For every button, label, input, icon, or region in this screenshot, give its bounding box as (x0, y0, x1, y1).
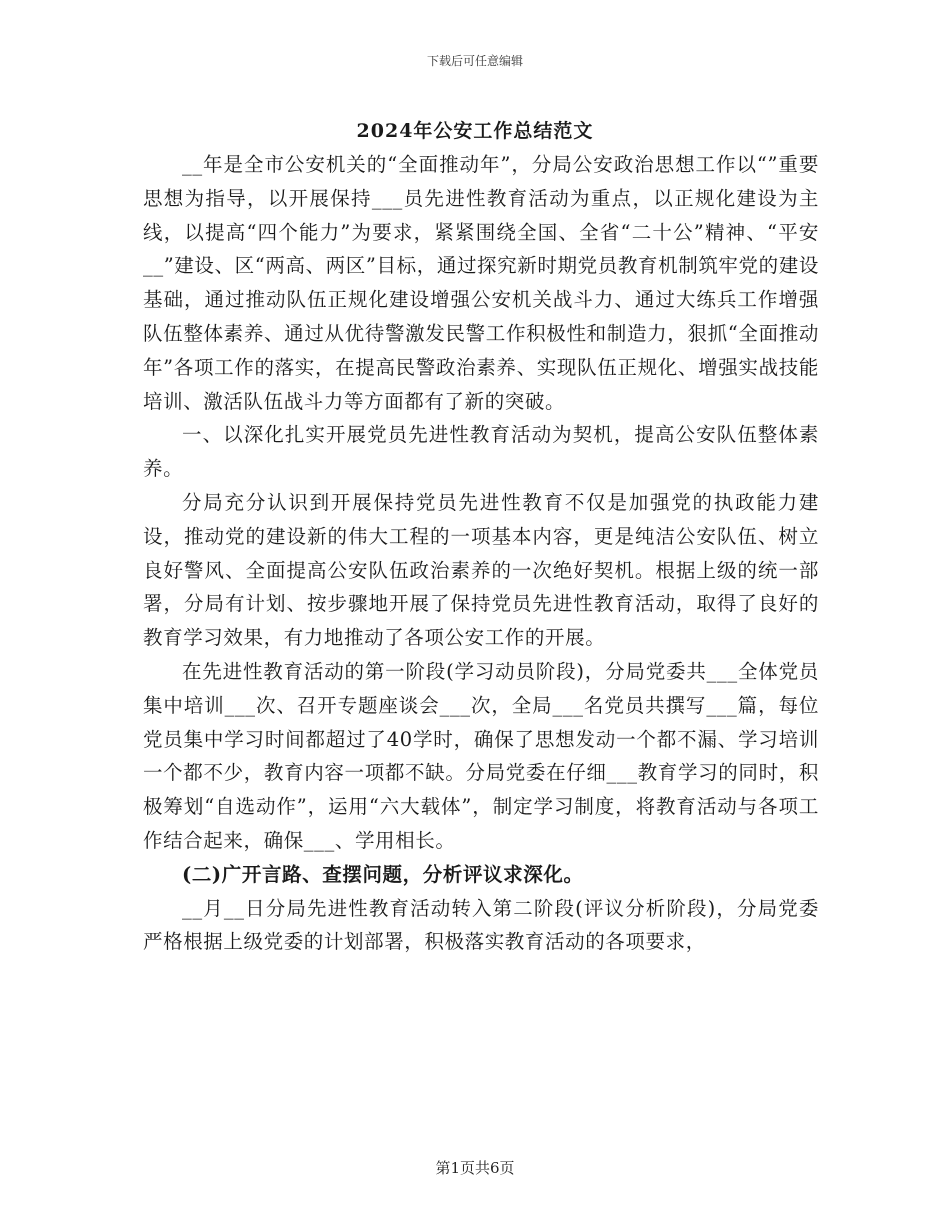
header-note: 下载后可任意编辑 (426, 54, 523, 68)
document-body (143, 148, 819, 959)
document-title: 2024年公安工作总结范文 (356, 120, 594, 142)
paragraph-stage-2: __月__日分局先进性教育活动转入第二阶段(评议分析阶段)，分局党委严格根据上级党委的计划部署，积极落实教育活动的各项要求， (143, 896, 819, 954)
paragraph-stage-1: 在先进性教育活动的第一阶段(学习动员阶段)，分局党委共___全体党员集中培训___次、召开专题座谈会___次，全局___名党员共撰写___篇，每位党员集中学习时间都超过了40学时，确保了思想发动一个都不漏、学习培训一个都不少，教育内容一项都不缺。分局党委在仔细___教育学习的同时，积极筹划“自选动作”，运用“六大载体”，制定学习制度，将教育活动与各项工作结合起来，确保___、学用相长。 (143, 659, 819, 852)
section-heading-1: 一、以深化扎实开展党员先进性教育活动为契机，提高公安队伍整体素养。 (143, 423, 819, 481)
subsection-heading-2: (二)广开言路、查摆问题，分析评议求深化。 (182, 862, 584, 886)
paragraph-intro: __年是全市公安机关的“全面推动年”，分局公安政治思想工作以“”重要思想为指导，以开展保持___员先进性教育活动为重点，以正规化建设为主线，以提高“四个能力”为要求，紧紧围绕全国、全省“二十公”精神、“平安__”建设、区“两高、两区”目标，通过探究新时期党员教育机制筑牢党的建设基础，通过推动队伍正规化建设增强公安机关战斗力、通过大练兵工作增强队伍整体素养、通过从优待警激发民警工作积极性和制造力，狠抓“全面推动年”各项工作的落实，在提高民警政治素养、实现队伍正规化、增强实战技能培训、激活队伍战斗力等方面都有了新的突破。 (143, 153, 819, 413)
paragraph-section-1: 分局充分认识到开展保持党员先进性教育不仅是加强党的执政能力建设，推动党的建设新的伟大工程的一项基本内容，更是纯洁公安队伍、树立良好警风、全面提高公安队伍政治素养的一次绝好契机。根据上级的统一部署，分局有计划、按步骤地开展了保持党员先进性教育活动，取得了良好的教育学习效果，有力地推动了各项公安工作的开展。 (143, 490, 819, 650)
page-number-footer: 第1页共6页 (435, 1159, 515, 1177)
